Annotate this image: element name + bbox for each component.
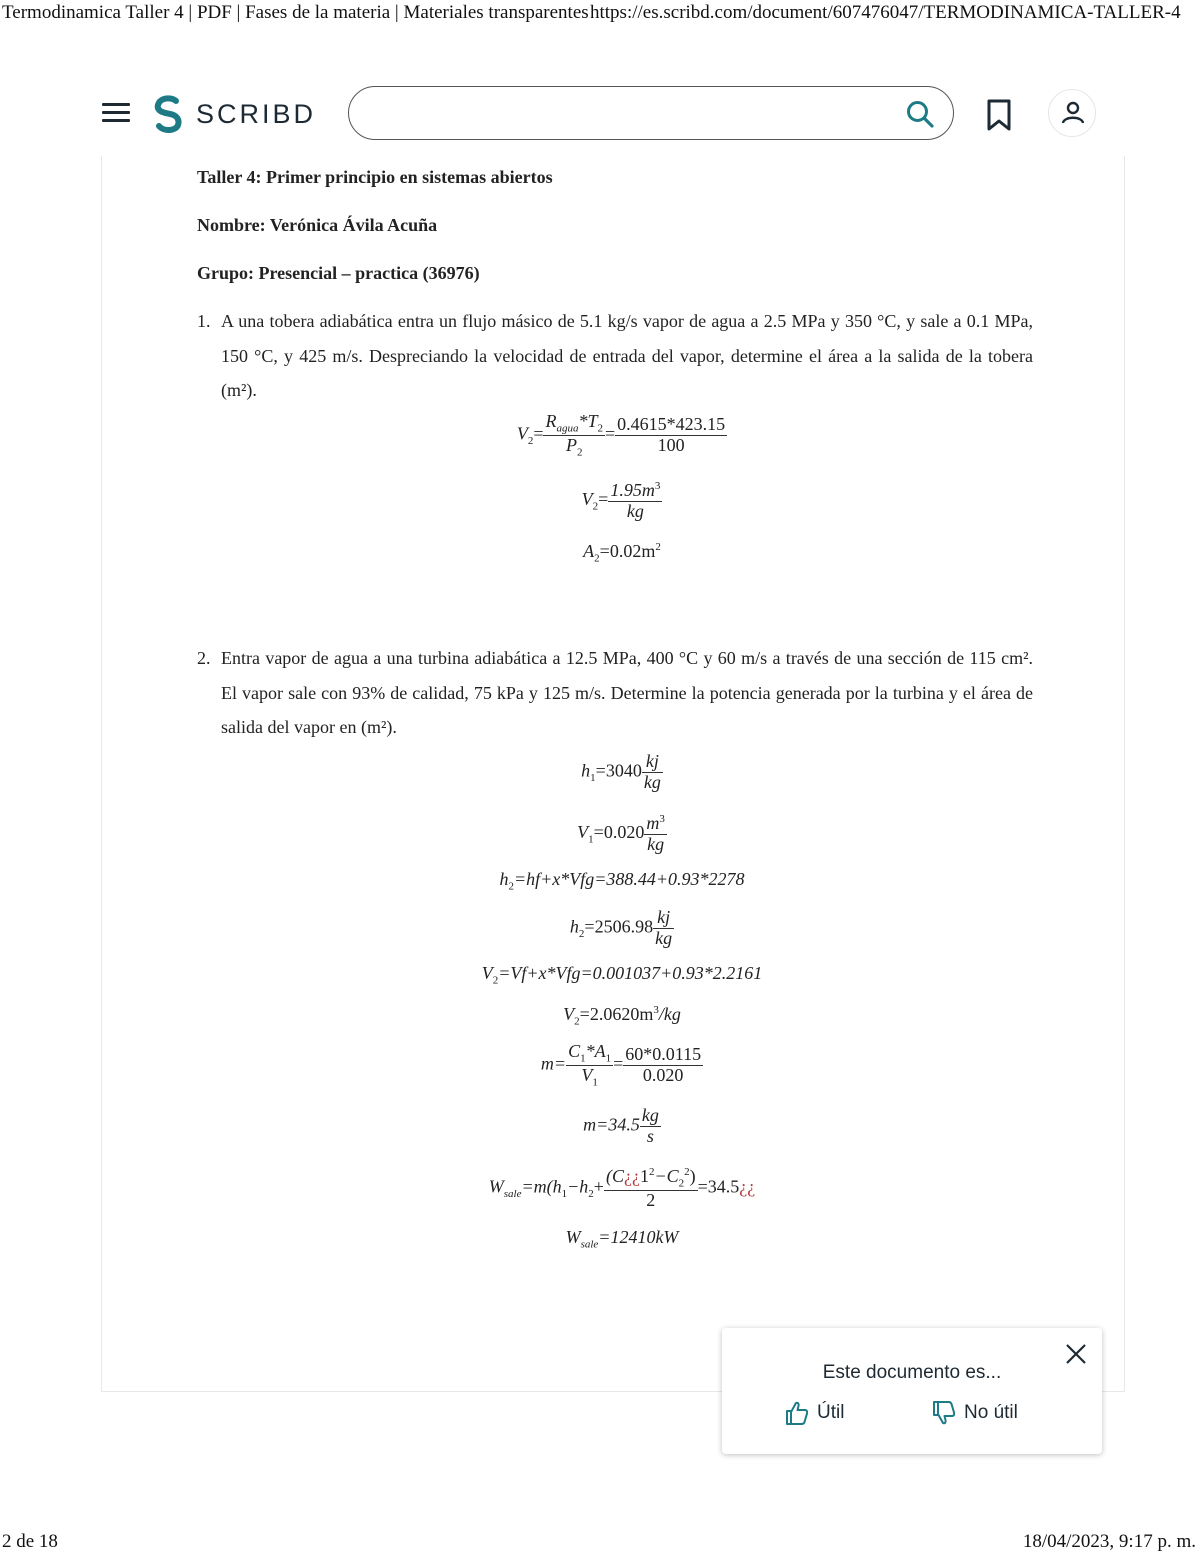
problem-2 [197, 641, 1033, 745]
problem-1-text: A una tobera adiabática entra un flujo másico de 5.1 kg/s vapor de agua a 2.5 MPa y 350 °C, y sale a 0.1 MPa, 150 °C, y 425 m/s. Despreciando la velocidad de entrada del vapor, determine el área a la salida de la tobera (m²). [221, 311, 1033, 400]
equation-13: $W_{sale}=12410kW$ [565, 1227, 679, 1251]
print-datetime: 18/04/2023, 9:17 p. m. [1022, 1531, 1196, 1552]
problem-2-number: 2. [197, 648, 211, 668]
problem-2-text: Entra vapor de agua a una turbina adiabática a 12.5 MPa, 400 °C y 60 m/s a través de una sección de 115 cm². El vapor sale con 93% de calidad, 75 kPa y 125 m/s. Determine la potencia generada por la turbina y el área de salida del vapor en (m²). [221, 648, 1033, 737]
equation-1: $V_2=$ $\frac{R_{agua}*T_2}{P_2}$ = $\frac{0.4615*423.15}{100}$ [516, 411, 726, 459]
feedback-question: Este documento es... [822, 1362, 1002, 1383]
problem-1-number: 1. [197, 311, 211, 331]
thumbs-down-icon [932, 1400, 956, 1426]
equation-6: $h_2=hf+x*Vfg=388.44+0.93*2278$ [499, 869, 745, 893]
equation-10: m= $\frac{C_1*A_1}{V_1}$ = $\frac{60*0.0115}{0.020}$ [540, 1041, 702, 1089]
search-bar[interactable] [348, 86, 954, 140]
student-name: Nombre: Verónica Ávila Acuña [197, 215, 438, 235]
equation-8: $V_2=Vf+x*Vfg=0.001037+0.93*2.2161$ [481, 963, 763, 987]
equation-3: $A_2=0.02m^2$ [583, 541, 661, 565]
equation-4: $h_1=3040$ $\frac{kj}{kg}$ [581, 751, 661, 792]
student-group: Grupo: Presencial – practica (36976) [197, 263, 480, 283]
problem-1 [197, 304, 1033, 408]
not-useful-label: No útil [964, 1402, 1018, 1423]
equation-5: $V_1=0.020$ $\frac{m^3}{kg}$ [577, 813, 665, 854]
print-page-url: https://es.scribd.com/document/607476047/TERMODINAMICA-TALLER-4 [590, 2, 1181, 23]
logo-text: SCRIBD [196, 98, 317, 129]
scribd-logo-icon [152, 95, 184, 133]
not-useful-button[interactable] [932, 1398, 1018, 1428]
search-icon[interactable] [905, 99, 935, 129]
menu-icon[interactable] [102, 103, 130, 123]
search-input[interactable] [373, 99, 897, 129]
bookmark-icon[interactable] [985, 98, 1013, 132]
scribd-logo[interactable] [152, 94, 316, 134]
useful-button[interactable] [785, 1398, 844, 1428]
thumbs-up-icon [785, 1400, 809, 1426]
print-page-number: 2 de 18 [2, 1531, 58, 1552]
equation-7: $h_2=2506.98$ $\frac{kj}{kg}$ [569, 907, 673, 948]
equation-9: $V_2=2.0620m^3/kg$ [563, 1004, 681, 1028]
equation-12: $W_{sale}=m(h_1-h_2+$ $\frac{(C¿¿1^2-C_2^2)}{2}$ =34.5¿¿ [488, 1166, 756, 1210]
equation-2: $V_2=$ $\frac{1.95m^3}{kg}$ [581, 480, 661, 521]
account-button[interactable] [1048, 89, 1096, 137]
useful-label: Útil [817, 1402, 845, 1423]
feedback-popup [722, 1328, 1102, 1454]
document-heading: Taller 4: Primer principio en sistemas abiertos [197, 167, 553, 187]
equation-11: m=34.5 $\frac{kg}{s}$ [583, 1105, 659, 1146]
print-page-title: Termodinamica Taller 4 | PDF | Fases de la materia | Materiales transparentes [2, 2, 589, 23]
account-icon [1060, 100, 1086, 126]
